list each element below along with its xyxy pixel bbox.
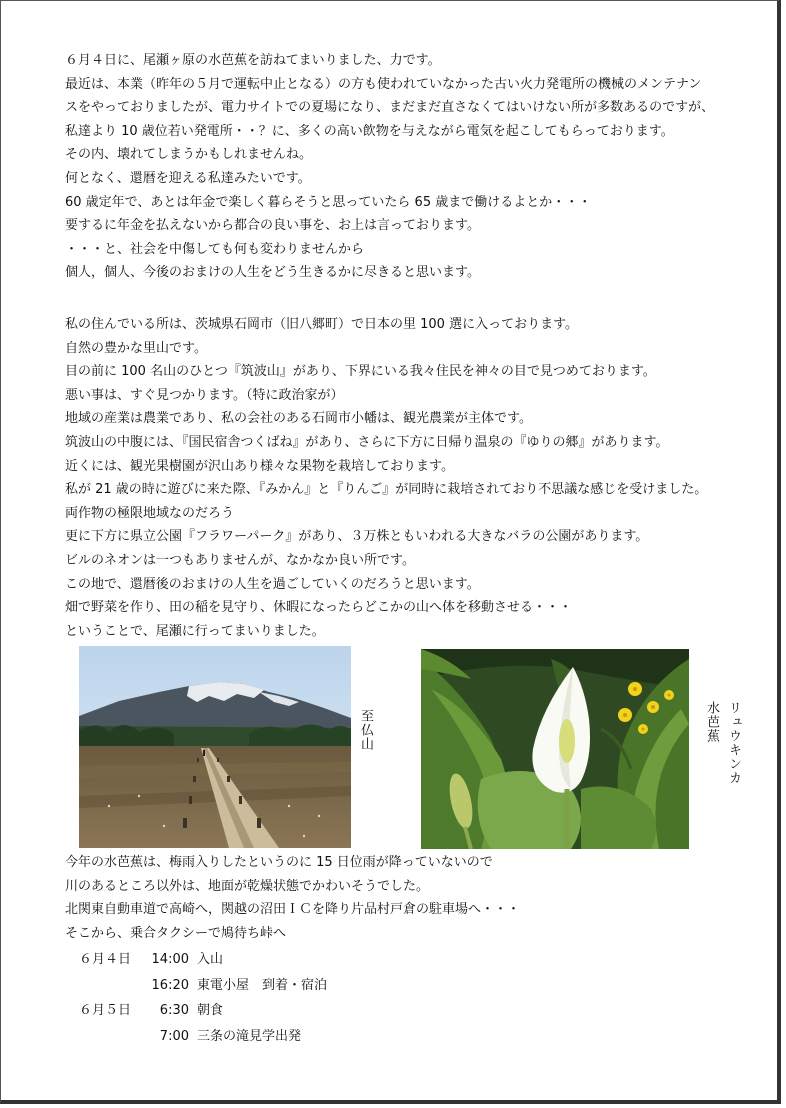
mountain-boardwalk-photo [79,646,351,848]
text-line: 何となく、還暦を迎える私達みたいです。 [65,170,311,186]
text-line: 自然の豊かな里山です。 [65,340,207,356]
intro-paragraph [65,49,755,285]
text-line: 地域の産業は農業であり、私の会社のある石岡市小幡は、観光農業が主体です。 [65,411,532,427]
schedule-time: 6:30 [159,1003,189,1018]
schedule-time: 14:00 [151,952,189,967]
text-line: 要するに年金を払えないから都合の良い事を、お上は言っております。 [65,218,480,234]
text-line: その内、壊れてしまうかもしれませんね。 [65,147,313,163]
text-line: 川のあるところ以外は、地面が乾燥状態でかわいそうでした。 [65,878,430,894]
text-line: 60 歳定年で、あとは年金で楽しく暮らそうと思っていたら 65 歳まで働けるよとか・・・ [65,194,592,210]
text-line: 私達より 10 歳位若い発電所・・？に、多くの高い飲物を与えながら電気を起こしてもらっております。 [65,123,674,139]
text-line: 筑波山の中腹には、『国民宿舎つくばね』があり、さらに下方に日帰り温泉の『ゆりの郷』があります。 [65,434,669,450]
text-line: 私が 21 歳の時に遊びに来た際、『みかん』と『りんご』が同時に栽培されており不思議な感じを受けました。 [65,482,708,498]
text-line: スをやっておりましたが、電力サイトでの夏場になり、まだまだ直さなくてはいけない所が多数あるのですが、 [65,100,715,116]
schedule-date: ６月５日 [79,1003,132,1018]
photo2-caption-marsh-marigold: リュウキンカ [726,701,741,785]
text-line: ・・・と、社会を中傷しても何も変わりませんから [65,241,365,257]
text-line: ビルのネオンは一つもありませんが、なかなか良い所です。 [65,552,415,568]
text-line: ６月４日に、尾瀬ヶ原の水芭蕉を訪ねてまいりました、力です。 [65,53,441,68]
schedule-event: 東電小屋 到着・宿泊 [197,977,328,993]
text-line: 最近は、本業（昨年の５月で運転中止となる）の方も使われていなかった古い火力発電所の機械のメンテナン [65,76,702,92]
photo2-caption-skunk-cabbage: 水芭蕉 [704,701,719,743]
skunk-cabbage-photo [421,649,689,849]
text-line: 目の前に 100 名山のひとつ『筑波山』があり、下界にいる我々住民を神々の目で見つめております。 [65,364,656,380]
text-line: 悪い事は、すぐ見つかります。（特に政治家が） [65,387,344,403]
text-line: 近くには、観光果樹園が沢山あり様々な果物を栽培しております。 [65,458,454,474]
text-line: 畑で野菜を作り、田の稲を見守り、休暇になったらどこかの山へ体を移動させる・・・ [65,600,573,616]
photo1-caption: 至仏山 [358,709,373,751]
text-line: 今年の水芭蕉は、梅雨入りしたというのに 15 日位雨が降っていないので [65,855,493,870]
schedule-event: 朝食 [197,1003,224,1018]
text-line: 両作物の極限地域なのだろう [65,505,235,521]
schedule-time: 16:20 [151,977,189,993]
text-line: 個人，個人、今後のおまけの人生をどう生きるかに尽きると思います。 [65,265,480,281]
text-line: この地で、還暦後のおまけの人生を過ごしていくのだろうと思います。 [65,576,480,592]
text-line: 更に下方に県立公園『フラワーパーク』があり、３万株ともいわれる大きなバラの公園があります。 [65,529,649,545]
text-line: そこから、乗合タクシーで鳩待ち峠へ [65,925,287,941]
trip-paragraph [65,851,755,945]
schedule-event: 入山 [197,952,224,967]
text-line: 北関東自動車道で高崎へ，関越の沼田ＩＣを降り片品村戸倉の駐車場へ・・・ [65,902,521,918]
schedule-event: 三条の滝見学出発 [197,1028,302,1044]
hometown-paragraph [65,313,755,643]
schedule-time: 7:00 [159,1028,189,1044]
text-line: ということで、尾瀬に行ってまいりました。 [65,623,325,639]
schedule-date: ６月４日 [79,952,132,967]
text-line: 私の住んでいる所は、茨城県石岡市（旧八郷町）で日本の里 100 選に入っております。 [65,317,579,332]
